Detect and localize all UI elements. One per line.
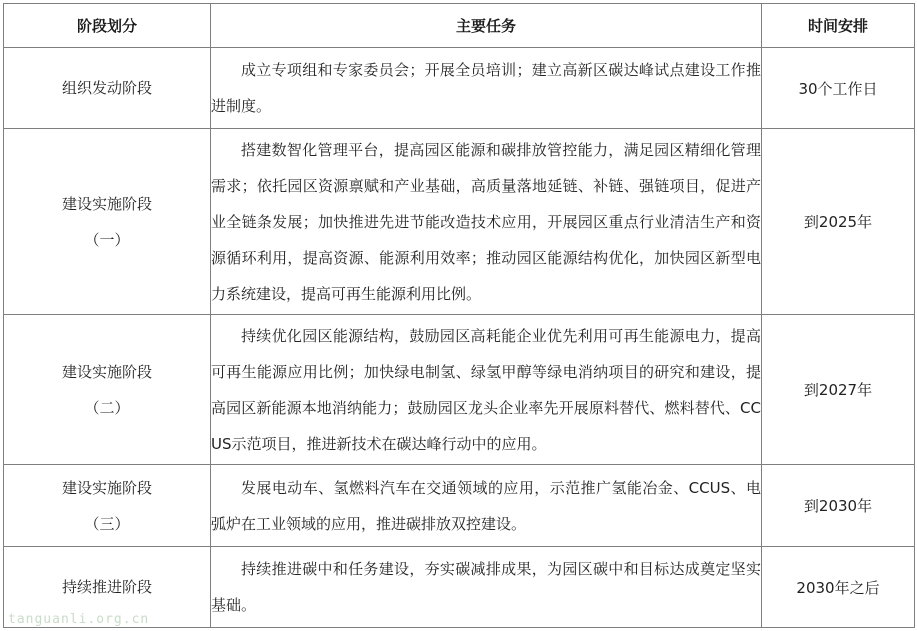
stage-label: 建设实施阶段 (61, 362, 152, 381)
table-header-row (4, 4, 915, 48)
header-stage: 阶段划分 (4, 4, 211, 48)
stage-plan-table (3, 3, 915, 628)
task-text: 成立专项组和专家委员会；开展全员培训；建立高新区碳达峰试点建设工作推进制度。 (211, 61, 761, 115)
task-cell (211, 465, 762, 547)
task-text: 持续推进碳中和任务建设，夯实碳减排成果，为园区碳中和目标达成奠定坚实基础。 (211, 560, 761, 614)
header-time: 时间安排 (762, 4, 915, 48)
table-row (4, 465, 915, 547)
time-cell: 到2025年 (762, 129, 915, 315)
time-cell: 2030年之后 (762, 547, 915, 628)
stage-sub-label: （三） (84, 514, 130, 533)
task-text: 搭建数智化管理平台，提高园区能源和碳排放管控能力，满足园区精细化管理需求；依托园区资源禀赋和产业基础，高质量落地延链、补链、强链项目，促进产业全链条发展；加快推进先进节能改造技术应用，开展园区重点行业清洁生产和资源循环利用，提高资源、能源利用效率；推动园区能源结构优化，加快园区新型电力系统建设，提高可再生能源利用比例。 (211, 140, 761, 303)
table-row (4, 48, 915, 129)
stage-label: 组织发动阶段 (61, 79, 152, 97)
task-text: 发展电动车、氢燃料汽车在交通领域的应用，示范推广氢能冶金、CCUS、电弧炉在工业领域的应用，推进碳排放双控建设。 (211, 478, 761, 533)
time-cell: 到2030年 (762, 465, 915, 547)
task-cell (211, 547, 762, 628)
stage-cell (4, 465, 211, 547)
stage-cell (4, 48, 211, 129)
stage-cell (4, 315, 211, 465)
task-text: 持续优化园区能源结构，鼓励园区高耗能企业优先利用可再生能源电力，提高可再生能源应用比例；加快绿电制氢、绿氢甲醇等绿电消纳项目的研究和建设，提高园区新能源本地消纳能力；鼓励园区龙头企业率先开展原料替代、燃料替代、CCUS示范项目，推进新技术在碳达峰行动中的应用。 (211, 326, 761, 453)
stage-cell (4, 129, 211, 315)
stage-sub-label: （二） (84, 398, 130, 417)
stage-label: 持续推进阶段 (61, 578, 152, 596)
header-task: 主要任务 (211, 4, 762, 48)
task-cell (211, 48, 762, 129)
time-cell: 30个工作日 (762, 48, 915, 129)
task-cell (211, 315, 762, 465)
task-cell (211, 129, 762, 315)
time-cell: 到2027年 (762, 315, 915, 465)
stage-label: 建设实施阶段 (61, 478, 152, 497)
table-row (4, 315, 915, 465)
table-row (4, 129, 915, 315)
stage-sub-label: （一） (84, 230, 130, 249)
site-watermark: tanguanli.org.cn (8, 612, 150, 627)
stage-label: 建设实施阶段 (61, 194, 152, 213)
